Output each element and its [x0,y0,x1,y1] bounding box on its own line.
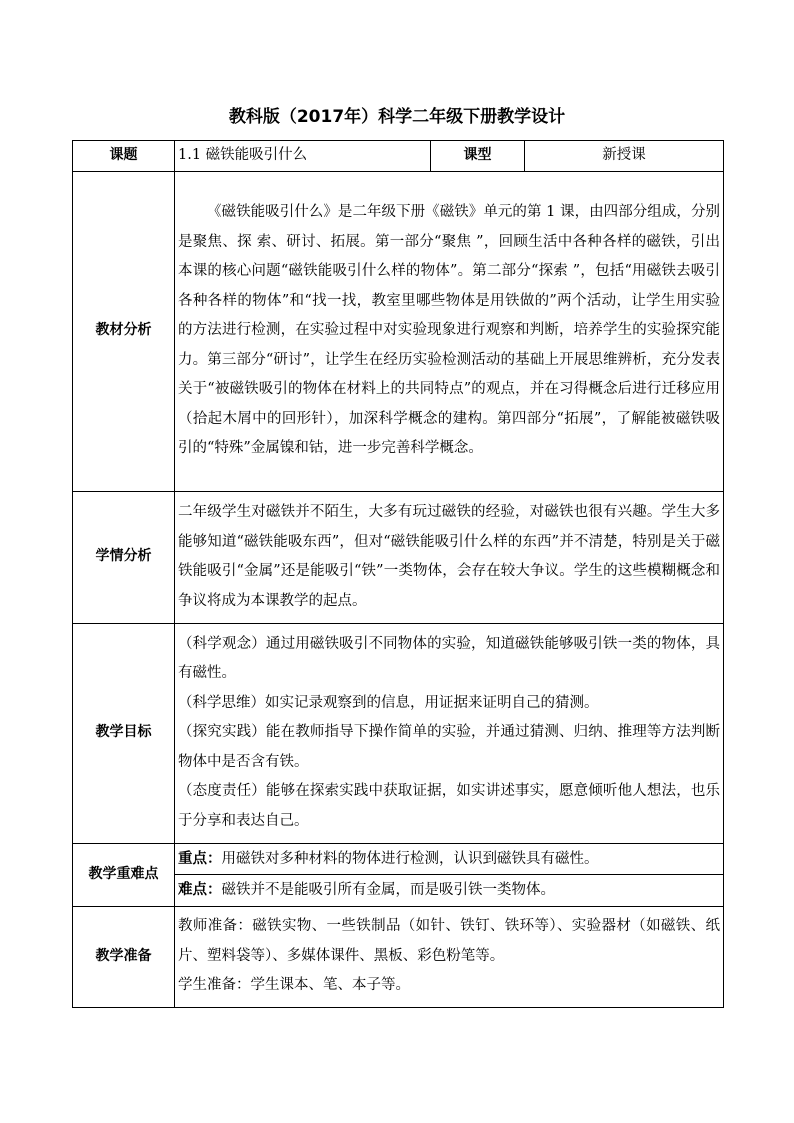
key-points-label: 教学重难点 [73,843,175,906]
type-label: 课型 [431,141,525,172]
type-value: 新授课 [525,141,724,172]
document-title: 教科版（2017年）科学二年级下册教学设计 [228,107,566,127]
header-row [73,141,724,172]
lesson-plan-table [72,140,724,1008]
textbook-analysis-text: 《磁铁能吸引什么》是二年级下册《磁铁》单元的第 1 课，由四部分组成，分别是聚焦、探 索、研讨、拓展。第一部分“聚焦 ”，回顾生活中各种各样的磁铁，引出本课的核心问题“磁铁能吸引什么样的物体”。第二部分“探索 ”，包括“用磁铁去吸引各种各样的物体”和“找一找，教室里哪些物体是用铁做的”两个活动，让学生用实验的方法进行检测，在实验过程中对实验现象进行观察和判断，培养学生的实验探究能力。第三部分“研讨”，让学生在经历实验检测活动的基础上开展思维辨析，充分发表关于“被磁铁吸引的物体在材料上的共同特点”的观点，并在习得概念后进行迁移应用（拾起木屑中的回形针），加深科学概念的建构。第四部分“拓展”，了解能被磁铁吸引的“特殊”金属镍和钴，进一步完善科学概念。 [178,204,720,457]
key-point-row [73,843,724,875]
teacher-preparation-text: 教师准备：磁铁实物、一些铁制品（如针、铁钉、铁环等）、实验器材（如磁铁、纸片、塑料袋等）、多媒体课件、黑板、彩色粉笔等。 [178,918,720,964]
student-analysis-label: 学情分析 [73,491,175,623]
objectives-label: 教学目标 [73,623,175,843]
key-point-label: 重点： [178,849,222,867]
objectives-row [73,623,724,843]
objective-item: （科学观念）通过用磁铁吸引不同物体的实验，知道磁铁能够吸引铁一类的物体，具有磁性。 [178,635,720,682]
preparation-row [73,906,724,1007]
student-analysis-row [73,491,724,623]
objective-item: （态度责任）能够在探索实践中获取证据，如实讲述事实，愿意倾听他人想法，也乐于分享和表达自己。 [178,783,720,829]
student-analysis-text: 二年级学生对磁铁并不陌生，大多有玩过磁铁的经验，对磁铁也很有兴趣。学生大多能够知道“磁铁能吸东西”，但对“磁铁能吸引什么样的东西”并不清楚，特别是关于磁铁能吸引“金属”还是能吸引“铁”一类物体，会存在较大争议。学生的这些模糊概念和争议将成为本课教学的起点。 [178,504,720,609]
student-preparation-text: 学生准备：学生课本、笔、本子等。 [178,977,410,994]
textbook-analysis-label: 教材分析 [73,171,175,491]
key-point-text: 用磁铁对多种材料的物体进行检测，认识到磁铁具有磁性。 [221,850,599,867]
difficult-point-text: 磁铁并不是能吸引所有金属，而是吸引铁一类物体。 [221,882,555,898]
textbook-analysis-row [73,171,724,491]
preparation-label: 教学准备 [73,906,175,1007]
difficult-point-label: 难点： [178,881,222,898]
objective-item: （探究实践）能在教师指导下操作简单的实验，并通过猜测、归纳、推理等方法判断物体中是否含有铁。 [178,724,720,770]
topic-value: 1.1 磁铁能吸引什么 [175,141,431,172]
topic-label: 课题 [73,141,175,172]
objective-item: （科学思维）如实记录观察到的信息，用证据来证明自己的猜测。 [178,694,599,711]
